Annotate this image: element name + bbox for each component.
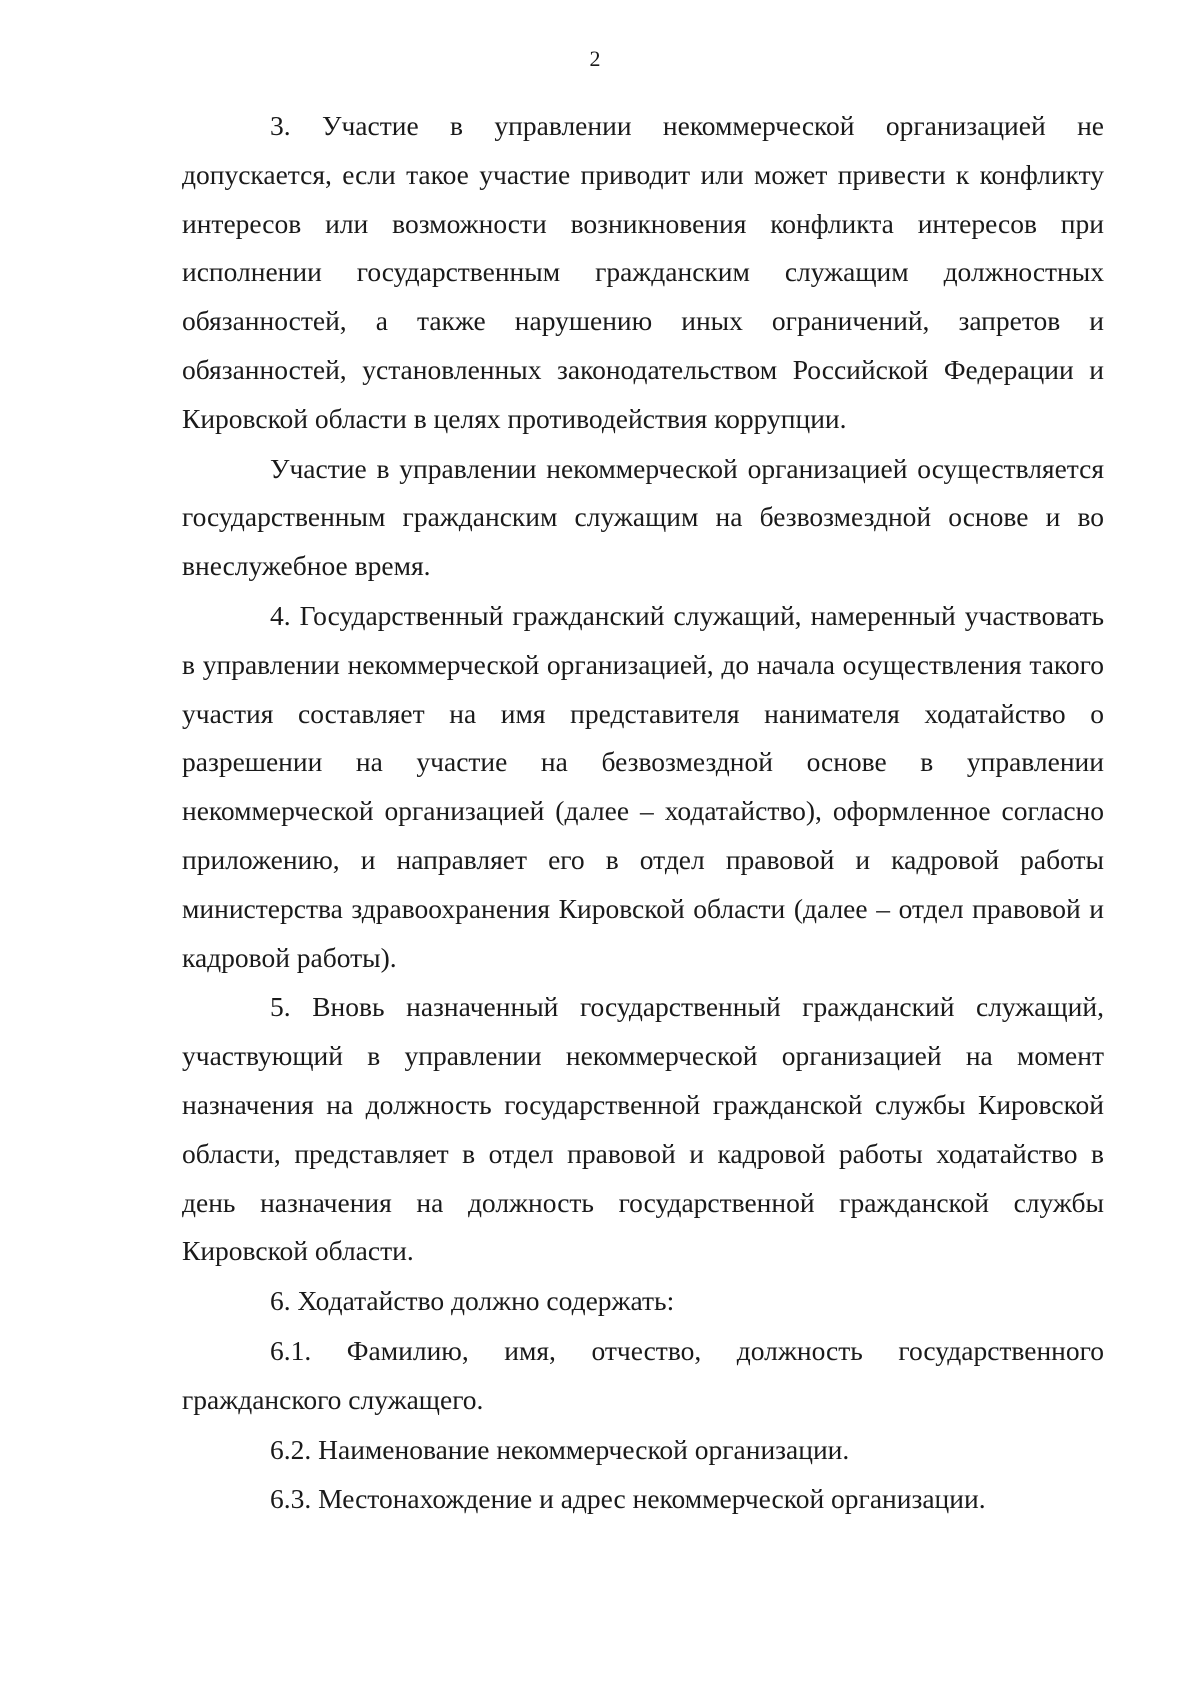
paragraph-3-continuation: Участие в управлении некоммерческой организацией осуществляется государственным гражданским служащим на безвозмездной основе и во внеслужебное время. [182, 452, 1104, 582]
paragraph-6-2: 6.2. Наименование некоммерческой организации. [270, 1433, 850, 1465]
paragraph-6-3: 6.3. Местонахождение и адрес некоммерческой организации. [270, 1483, 986, 1515]
document-body [182, 102, 1104, 1524]
paragraph-4: 4. Государственный гражданский служащий, намеренный участвовать в управлении некоммерческой организацией, до начала осуществления такого участия составляет на имя представителя нанимателя ходатайство о разрешении на участие на безвозмездной основе в управлении некоммерческой организацией (далее – ходатайство), оформленное согласно приложению, и направляет его в отдел правовой и кадровой работы министерства здравоохранения Кировской области (далее – отдел правовой и кадровой работы). [182, 599, 1104, 973]
page-number: 2 [589, 46, 601, 71]
paragraph-6-1: 6.1. Фамилию, имя, отчество, должность государственного гражданского служащего. [182, 1334, 1104, 1415]
paragraph-5: 5. Вновь назначенный государственный гражданский служащий, участвующий в управлении некоммерческой организацией на момент назначения на должность государственной гражданской службы Кировской области, представляет в отдел правовой и кадровой работы ходатайство в день назначения на должность государственной гражданской службы Кировской области. [182, 991, 1104, 1267]
paragraph-6: 6. Ходатайство должно содержать: [270, 1285, 675, 1317]
paragraph-3: 3. Участие в управлении некоммерческой организацией не допускается, если такое участие приводит или может привести к конфликту интересов или возможности возникновения конфликта интересов при исполнении государственным гражданским служащим должностных обязанностей, а также нарушению иных ограничений, запретов и обязанностей, установленных законодательством Российской Федерации и Кировской области в целях противодействия коррупции. [182, 110, 1104, 434]
